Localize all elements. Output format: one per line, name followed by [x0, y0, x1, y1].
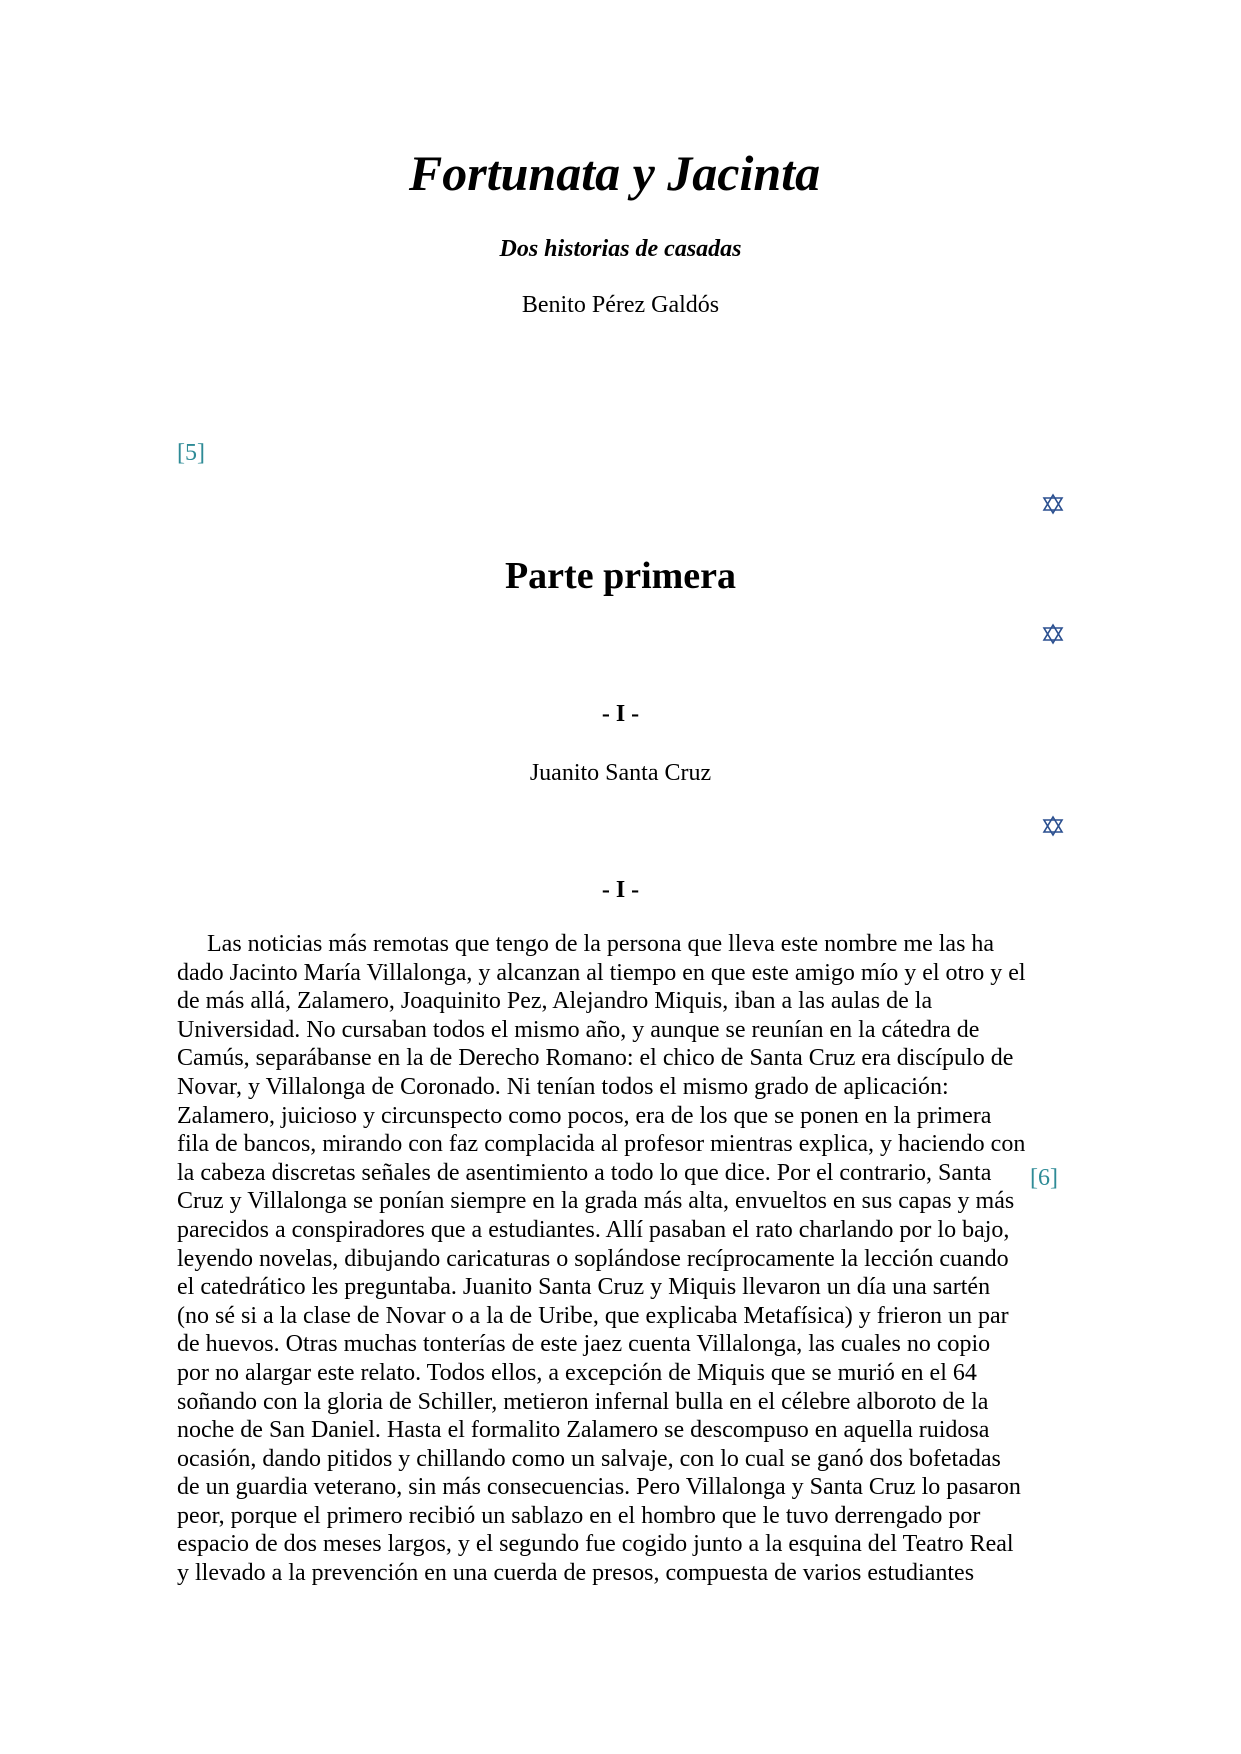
paragraph-line: fila de bancos, mirando con faz complacida al profesor mientras explica, y haciendo con — [177, 1131, 1026, 1158]
paragraph-line: la cabeza discretas señales de asentimiento a todo lo que dice. Por el contrario, Santa — [177, 1159, 992, 1186]
page-marker-6[interactable]: [6] — [1030, 1165, 1058, 1191]
paragraph-line: espacio de dos meses largos, y el segundo fue cogido junto a la esquina del Teatro Real — [177, 1531, 1014, 1558]
part-heading: Parte primera — [504, 555, 737, 597]
page-marker-5[interactable]: [5] — [177, 440, 205, 466]
paragraph-line: Universidad. No cursaban todos el mismo año, y aunque se reunían en la cátedra de — [177, 1016, 980, 1043]
paragraph-line: de un guardia veterano, sin más consecuencias. Pero Villalonga y Santa Cruz lo pasaron — [177, 1474, 1021, 1501]
paragraph-line: leyendo novelas, dibujando caricaturas o soplándose recíprocamente la lección cuando — [177, 1245, 1009, 1272]
paragraph-line: parecidos a conspiradores que a estudiantes. Allí pasaban el rato charlando por lo bajo, — [177, 1216, 1010, 1243]
book-title: Fortunata y Jacinta — [408, 145, 821, 201]
paragraph-line: Camús, separábanse en la de Derecho Romano: el chico de Santa Cruz era discípulo de — [177, 1045, 1014, 1072]
paragraph-line: (no sé si a la clase de Novar o a la de Uribe, que explicaba Metafísica) y frieron un par — [177, 1302, 1009, 1329]
paragraph-line: peor, porque el primero recibió un sablazo en el hombro que le tuvo derrengado por — [177, 1502, 981, 1529]
paragraph-line: de huevos. Otras muchas tonterías de este jaez cuenta Villalonga, las cuales no copio — [177, 1331, 991, 1358]
book-author: Benito Pérez Galdós — [521, 292, 720, 318]
section-heading: - I - — [601, 877, 640, 903]
paragraph-line: y llevado a la prevención en una cuerda de presos, compuesta de varios estudiantes — [177, 1560, 975, 1587]
paragraph-line: Cruz y Villalonga se ponían siempre en la grada más alta, envueltos en sus capas y más — [177, 1188, 1015, 1215]
paragraph-line: el catedrático les preguntaba. Juanito Santa Cruz y Miquis llevaron un día una sartén — [177, 1274, 991, 1301]
chapter-title: Juanito Santa Cruz — [529, 760, 712, 786]
paragraph-line: soñando con la gloria de Schiller, metieron infernal bulla en el célebre alboroto de la — [177, 1388, 989, 1415]
paragraph-line: Las noticias más remotas que tengo de la persona que lleva este nombre me las ha — [207, 931, 995, 957]
star-of-david-link-icon[interactable] — [1040, 493, 1066, 515]
book-subtitle: Dos historias de casadas — [499, 236, 742, 262]
star-of-david-link-icon[interactable] — [1040, 815, 1066, 837]
paragraph-line: Zalamero, juicioso y circunspecto como pocos, era de los que se ponen en la primera — [177, 1102, 992, 1129]
star-of-david-link-icon[interactable] — [1040, 623, 1066, 645]
chapter-number-heading: - I - — [601, 701, 640, 727]
paragraph-line: dado Jacinto María Villalonga, y alcanzan al tiempo en que este amigo mío y el otro y el — [177, 959, 1026, 986]
paragraph-line: ocasión, dando pitidos y chillando como un salvaje, con lo cual se ganó dos bofetadas — [177, 1445, 1001, 1472]
paragraph-line: noche de San Daniel. Hasta el formalito Zalamero se descompuso en aquella ruidosa — [177, 1417, 990, 1444]
chapter-paragraph — [177, 930, 1077, 1588]
paragraph-line: por no alargar este relato. Todos ellos, a excepción de Miquis que se murió en el 64 — [177, 1359, 977, 1386]
paragraph-line: de más allá, Zalamero, Joaquinito Pez, Alejandro Miquis, iban a las aulas de la — [177, 988, 933, 1015]
paragraph-line: Novar, y Villalonga de Coronado. Ni tenían todos el mismo grado de aplicación: — [177, 1073, 949, 1100]
